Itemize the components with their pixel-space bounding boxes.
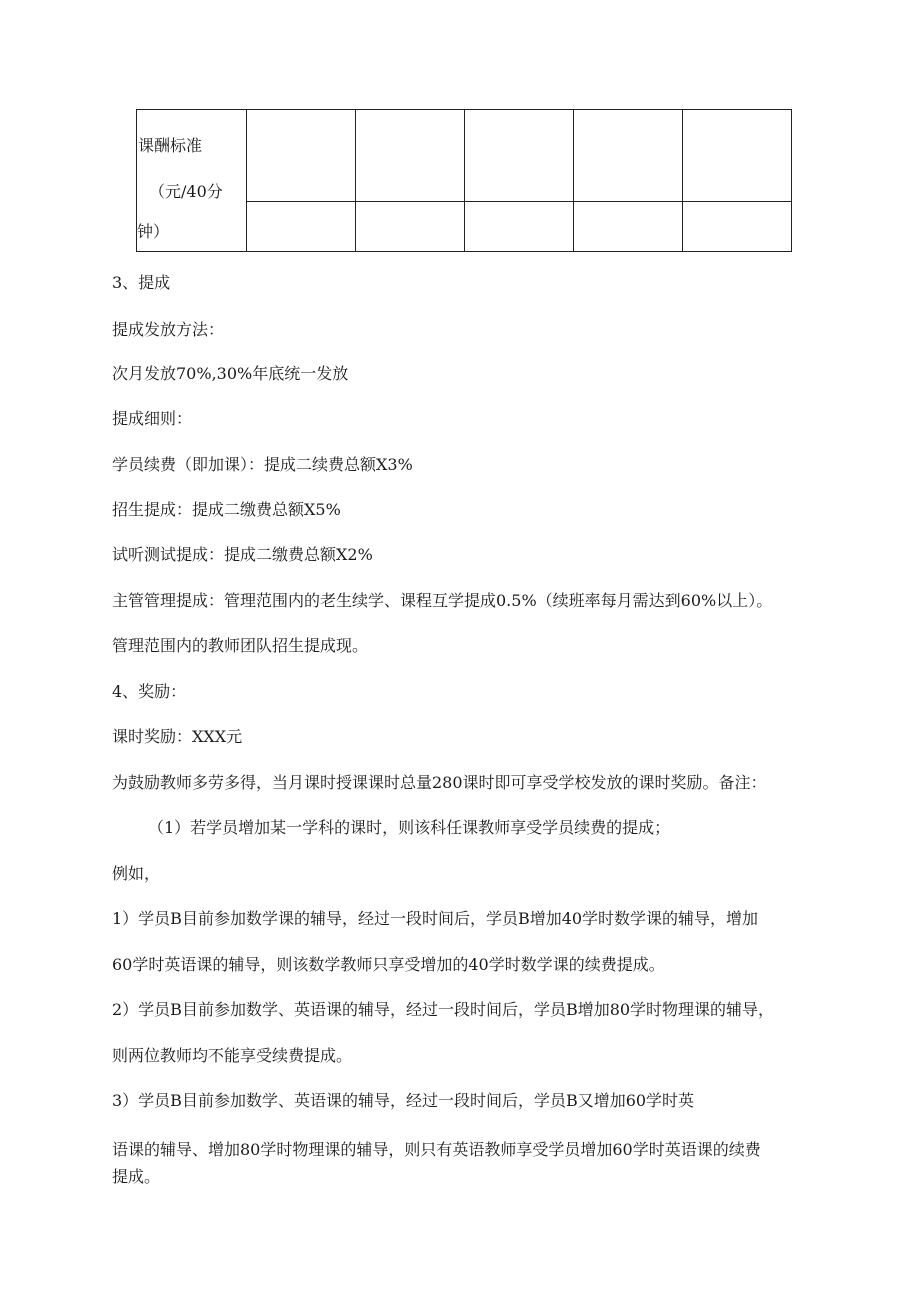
paragraph: 3）学员B目前参加数学、英语课的辅导，经过一段时间后，学员B又增加60学时英 — [112, 1091, 695, 1110]
paragraph: 提成细则： — [112, 409, 193, 428]
paragraph: 2）学员B目前参加数学、英语课的辅导，经过一段时间后，学员B增加80学时物理课的辅导， — [112, 1000, 775, 1019]
paragraph: 提成。 — [112, 1167, 161, 1186]
paragraph: 为鼓励教师多劳多得，当月课时授课课时总量280课时即可享受学校发放的课时奖励。备注： — [112, 773, 767, 792]
fee-label-line: 钟） — [137, 222, 170, 241]
table-cell — [247, 202, 356, 252]
paragraph: 管理范围内的教师团队招生提成现。 — [112, 636, 369, 655]
paragraph: 60学时英语课的辅导，则该数学教师只享受增加的40学时数学课的续费提成。 — [112, 955, 665, 974]
table-cell — [574, 202, 683, 252]
fee-label-line: 课酬标准 — [138, 136, 203, 155]
table-cell — [465, 202, 574, 252]
table-cell — [465, 110, 574, 202]
paragraph: 提成发放方法： — [112, 320, 225, 339]
table-cell — [247, 110, 356, 202]
paragraph: 学员续费（即加课）：提成二续费总额X3% — [112, 455, 413, 474]
paragraph: 课时奖励：XXX元 — [112, 727, 243, 746]
table-cell — [683, 110, 792, 202]
paragraph: 主管管理提成：管理范围内的老生续学、课程互学提成0.5%（续班率每月需达到60%以上）。 — [112, 591, 773, 610]
paragraph: 例如， — [112, 864, 161, 883]
paragraph: 1）学员B目前参加数学课的辅导，经过一段时间后，学员B增加40学时数学课的辅导，增加 — [112, 909, 759, 928]
fee-standard-table — [136, 109, 792, 252]
paragraph: 则两位教师均不能享受续费提成。 — [112, 1046, 353, 1065]
table-cell — [683, 202, 792, 252]
paragraph: 语课的辅导、增加80学时物理课的辅导，则只有英语教师享受学员增加60学时英语课的续费 — [112, 1140, 761, 1159]
fee-label-line: （元/40分 — [149, 182, 223, 201]
table-cell — [356, 110, 465, 202]
paragraph: （1）若学员增加某一学科的课时，则该科任课教师享受学员续费的提成； — [148, 818, 671, 837]
paragraph: 试听测试提成：提成二缴费总额X2% — [112, 545, 373, 564]
paragraph: 次月发放70%,30%年底统一发放 — [112, 364, 349, 383]
paragraph: 招生提成：提成二缴费总额X5% — [112, 500, 341, 519]
table-cell — [574, 110, 683, 202]
section-heading: 3、提成 — [112, 273, 171, 292]
table-row — [137, 110, 792, 202]
table-cell — [356, 202, 465, 252]
section-heading: 4、奖励： — [112, 682, 187, 701]
